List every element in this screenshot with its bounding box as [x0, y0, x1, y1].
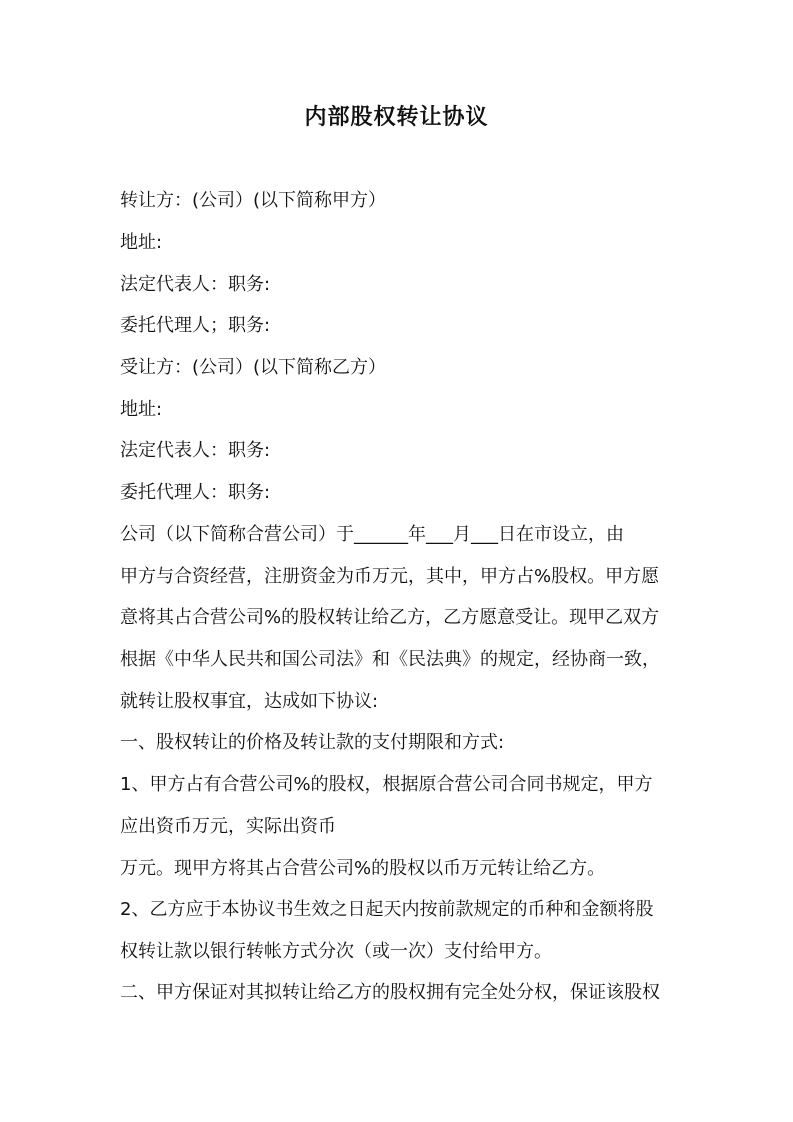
transferor-address-line: 地址: [120, 232, 163, 253]
clause-line: 1、甲方占有合营公司%的股权，根据原合营公司合同书规定，甲方 [120, 774, 653, 795]
preamble-line: 就转让股权事宜，达成如下协议: [120, 691, 379, 712]
clause-line: 2、乙方应于本协议书生效之日起天内按前款规定的币种和金额将股 [120, 899, 654, 920]
clause-line: 万元。现甲方将其占合营公司%的股权以币万元转让给乙方。 [120, 858, 606, 879]
preamble-line: 根据《中华人民共和国公司法》和《民法典》的规定，经协商一致， [120, 649, 660, 670]
clause-line: 权转让款以银行转帐方式分次（或一次）支付给甲方。 [120, 941, 552, 962]
transferee-legal-rep-line: 法定代表人：职务: [120, 440, 271, 461]
transferee-line: 受让方：(公司）(以下简称乙方） [120, 357, 387, 378]
document-title: 内部股权转让协议 [304, 105, 489, 130]
transferee-agent-line: 委托代理人：职务: [120, 482, 271, 503]
transferor-legal-rep-line: 法定代表人：职务: [120, 274, 271, 295]
section-one-heading: 一、股权转让的价格及转让款的支付期限和方式: [120, 732, 505, 753]
preamble-line: 公司（以下简称合营公司）于______年___月___日在市设立，由 [120, 524, 624, 545]
transferor-line: 转让方：(公司）(以下简称甲方） [120, 190, 387, 211]
preamble-line: 甲方与合资经营，注册资金为币万元，其中，甲方占%股权。甲方愿 [120, 566, 660, 587]
preamble-line: 意将其占合营公司%的股权转让给乙方，乙方愿意受让。现甲乙双方 [120, 607, 660, 628]
section-two-heading: 二、甲方保证对其拟转让给乙方的股权拥有完全处分权，保证该股权 [120, 982, 660, 1003]
clause-line: 应出资币万元，实际出资币 [120, 816, 336, 837]
transferee-address-line: 地址: [120, 399, 163, 420]
transferor-agent-line: 委托代理人；职务: [120, 315, 271, 336]
